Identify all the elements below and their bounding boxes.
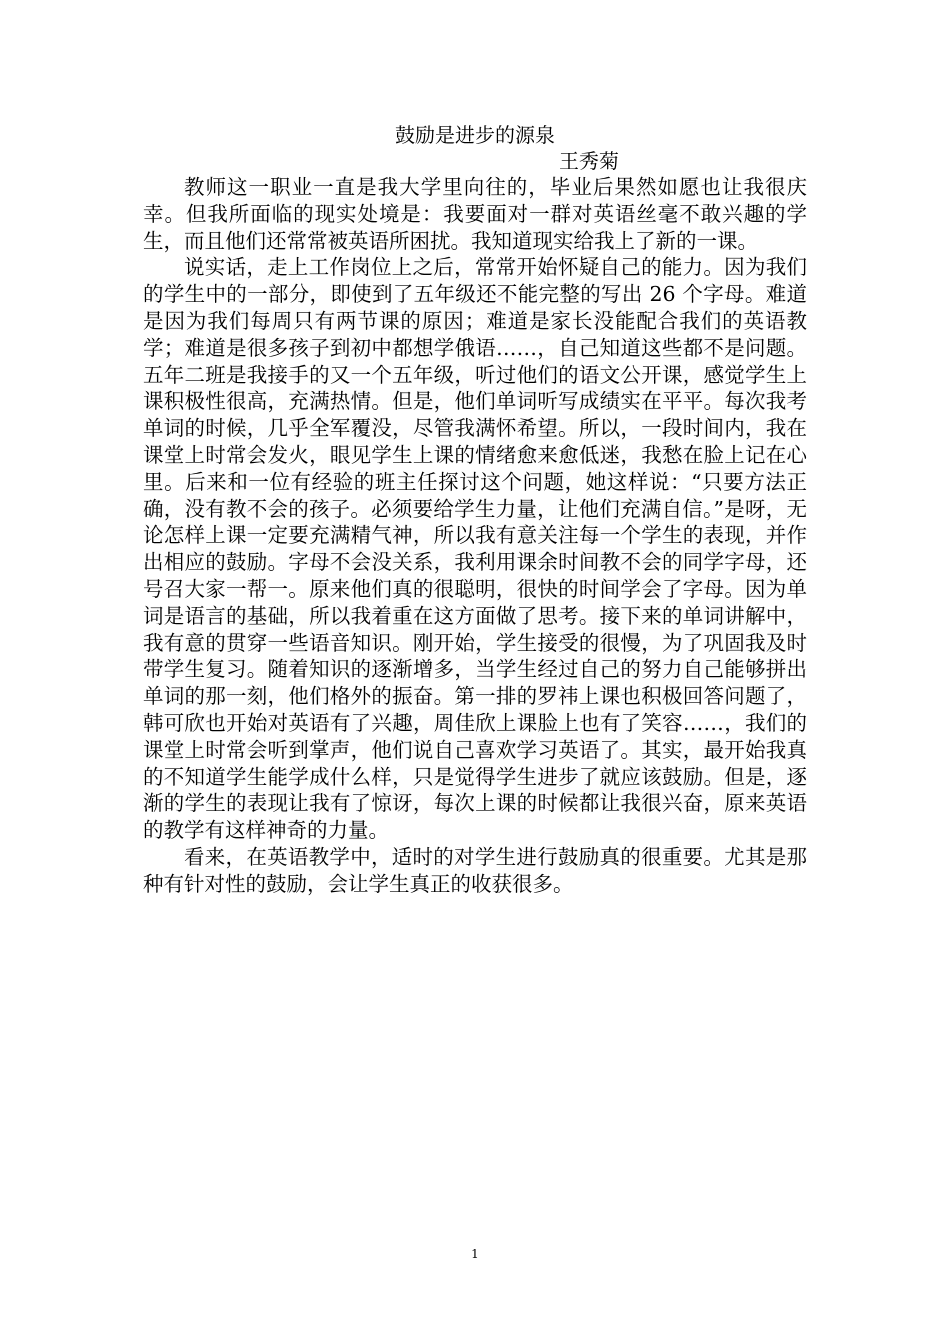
paragraph-conclusion: 看来，在英语教学中，适时的对学生进行鼓励真的很重要。尤其是那种有针对性的鼓励，会让学生真正的收获很多。 [143,844,807,896]
page-number: 1 [471,1247,479,1261]
paragraph-intro: 教师这一职业一直是我大学里向往的，毕业后果然如愿也让我很庆幸。但我所面临的现实处境是：我要面对一群对英语丝毫不敢兴趣的学生，而且他们还常常被英语所困扰。我知道现实给我上了新的一课。 [143,175,807,253]
document-body [143,122,807,898]
document-title: 鼓励是进步的源泉 [395,123,555,147]
author-name: 王秀菊 [559,149,619,173]
paragraph-main: 说实话，走上工作岗位上之后，常常开始怀疑自己的能力。因为我们的学生中的一部分，即使到了五年级还不能完整的写出 26 个字母。难道是因为我们每周只有两节课的原因；难道是家长没能配合我们的英语教学；难道是很多孩子到初中都想学俄语……，自己知道这些都不是问题。五年二班是我接手的又一个五年级，听过他们的语文公开课，感觉学生上课积极性很高，充满热情。但是，他们单词听写成绩实在平平。每次我考单词的时候，几乎全军覆没，尽管我满怀希望。所以，一段时间内，我在课堂上时常会发火，眼见学生上课的情绪愈来愈低迷，我愁在脸上记在心里。后来和一位有经验的班主任探讨这个问题，她这样说：“只要方法正确，没有教不会的孩子。必须要给学生力量，让他们充满自信。”是呀，无论怎样上课一定要充满精气神，所以我有意关注每一个学生的表现，并作出相应的鼓励。字母不会没关系，我利用课余时间教不会的同学字母，还号召大家一帮一。原来他们真的很聪明，很快的时间学会了字母。因为单词是语言的基础，所以我着重在这方面做了思考。接下来的单词讲解中，我有意的贯穿一些语音知识。刚开始，学生接受的很慢，为了巩固我及时带学生复习。随着知识的逐渐增多，当学生经过自己的努力自己能够拼出单词的那一刻，他们格外的振奋。第一排的罗祎上课也积极回答问题了，韩可欣也开始对英语有了兴趣，周佳欣上课脸上也有了笑容……，我们的课堂上时常会听到掌声，他们说自己喜欢学习英语了。其实，最开始我真的不知道学生能学成什么样，只是觉得学生进步了就应该鼓励。但是，逐渐的学生的表现让我有了惊讶，每次上课的时候都让我很兴奋，原来英语的教学有这样神奇的力量。 [143,255,807,843]
